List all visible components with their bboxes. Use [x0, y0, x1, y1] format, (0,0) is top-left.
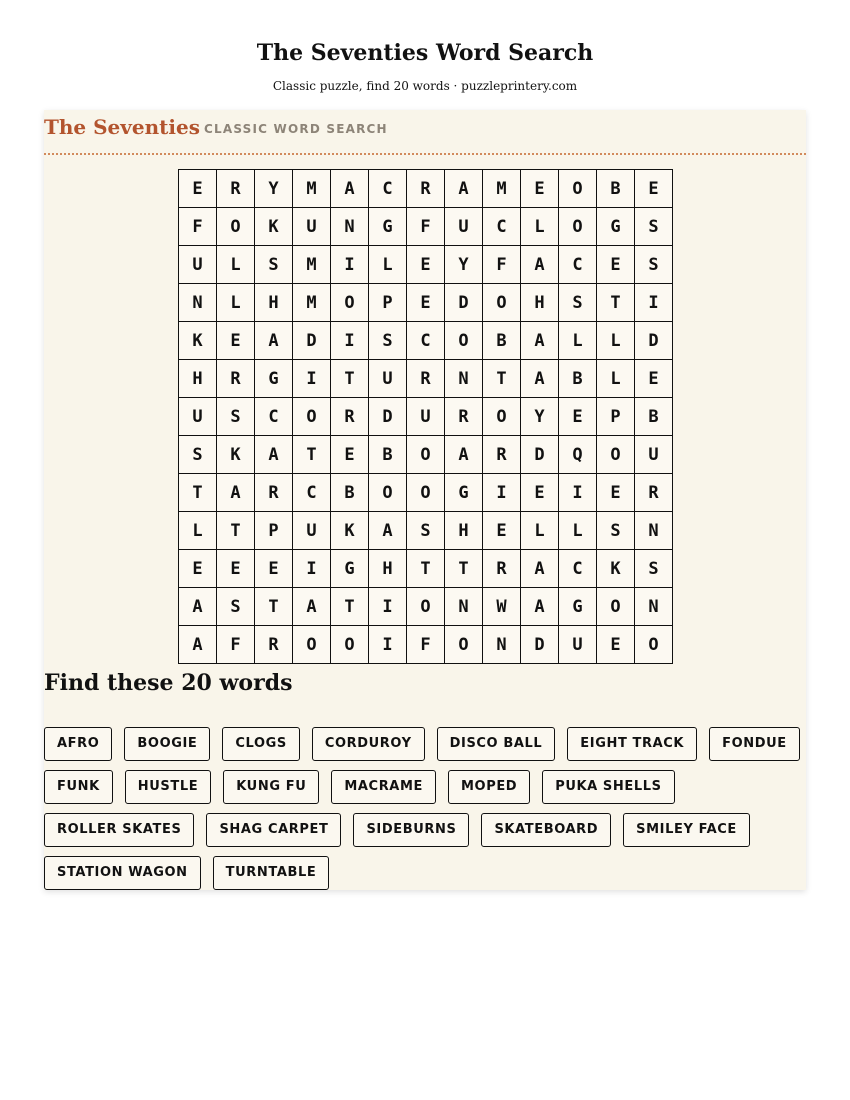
grid-cell[interactable]: O [217, 208, 255, 246]
grid-cell[interactable]: B [597, 170, 635, 208]
grid-cell[interactable]: T [407, 550, 445, 588]
grid-cell[interactable]: S [635, 246, 673, 284]
word-chip[interactable]: SMILEY FACE [623, 813, 750, 847]
grid-cell[interactable]: A [179, 626, 217, 664]
word-chip[interactable]: AFRO [44, 727, 112, 761]
grid-cell[interactable]: F [483, 246, 521, 284]
grid-cell[interactable]: O [445, 322, 483, 360]
grid-cell[interactable]: I [559, 474, 597, 512]
grid-cell[interactable]: B [331, 474, 369, 512]
grid-cell[interactable]: D [445, 284, 483, 322]
grid-cell[interactable]: R [483, 550, 521, 588]
grid-cell[interactable]: A [521, 246, 559, 284]
word-chip[interactable]: ROLLER SKATES [44, 813, 194, 847]
word-chip[interactable]: PUKA SHELLS [542, 770, 674, 804]
grid-cell[interactable]: O [407, 474, 445, 512]
grid-cell[interactable]: D [369, 398, 407, 436]
grid-cell[interactable]: O [483, 284, 521, 322]
grid-cell[interactable]: A [331, 170, 369, 208]
panel-kicker: CLASSIC WORD SEARCH [204, 122, 388, 136]
grid-cell[interactable]: A [293, 588, 331, 626]
grid-cell[interactable]: B [483, 322, 521, 360]
grid-cell[interactable]: Y [255, 170, 293, 208]
grid-row [179, 550, 673, 588]
grid-cell[interactable]: S [217, 398, 255, 436]
grid-cell[interactable]: A [521, 588, 559, 626]
grid-cell[interactable]: D [635, 322, 673, 360]
grid-cell[interactable]: A [445, 170, 483, 208]
grid-cell[interactable]: E [255, 550, 293, 588]
grid-cell[interactable]: R [483, 436, 521, 474]
grid-cell[interactable]: C [483, 208, 521, 246]
grid-cell[interactable]: I [483, 474, 521, 512]
grid-cell[interactable]: B [559, 360, 597, 398]
grid-cell[interactable]: E [483, 512, 521, 550]
grid-cell[interactable]: A [521, 360, 559, 398]
grid-cell[interactable]: E [559, 398, 597, 436]
grid-cell[interactable]: O [331, 626, 369, 664]
grid-cell[interactable]: A [369, 512, 407, 550]
grid-cell[interactable]: E [331, 436, 369, 474]
grid-cell[interactable]: R [407, 360, 445, 398]
page-subtitle: Classic puzzle, find 20 words · puzzleprintery.com [272, 79, 578, 93]
grid-cell[interactable]: I [293, 550, 331, 588]
grid-cell[interactable]: R [255, 474, 293, 512]
grid-cell[interactable]: A [179, 588, 217, 626]
grid-cell[interactable]: U [293, 512, 331, 550]
grid-cell[interactable]: C [255, 398, 293, 436]
grid-cell[interactable]: U [293, 208, 331, 246]
grid-row [179, 512, 673, 550]
grid-cell[interactable]: B [635, 398, 673, 436]
grid-cell[interactable]: O [559, 208, 597, 246]
panel-title: The Seventies [44, 115, 200, 139]
grid-cell[interactable]: H [369, 550, 407, 588]
grid-cell[interactable]: G [445, 474, 483, 512]
grid-cell[interactable]: O [559, 170, 597, 208]
grid-row [179, 208, 673, 246]
word-chip[interactable]: KUNG FU [223, 770, 319, 804]
grid-cell[interactable]: A [255, 322, 293, 360]
grid-cell[interactable]: O [407, 436, 445, 474]
grid-cell[interactable]: L [597, 360, 635, 398]
grid-cell[interactable]: F [407, 208, 445, 246]
grid-cell[interactable]: L [521, 512, 559, 550]
grid-cell[interactable]: F [217, 626, 255, 664]
grid-cell[interactable]: D [293, 322, 331, 360]
grid-cell[interactable]: T [217, 512, 255, 550]
grid-cell[interactable]: T [331, 588, 369, 626]
grid-cell[interactable]: I [369, 626, 407, 664]
word-chip[interactable]: EIGHT TRACK [567, 727, 697, 761]
word-chip[interactable]: SKATEBOARD [481, 813, 611, 847]
grid-cell[interactable]: T [445, 550, 483, 588]
grid-cell[interactable]: O [293, 398, 331, 436]
grid-cell[interactable]: Q [559, 436, 597, 474]
grid-cell[interactable]: E [217, 550, 255, 588]
grid-cell[interactable]: F [179, 208, 217, 246]
grid-cell[interactable]: E [407, 246, 445, 284]
grid-cell[interactable]: E [635, 360, 673, 398]
grid-cell[interactable]: K [331, 512, 369, 550]
grid-cell[interactable]: A [521, 322, 559, 360]
grid-cell[interactable]: S [635, 208, 673, 246]
grid-cell[interactable]: E [217, 322, 255, 360]
grid-cell[interactable]: S [369, 322, 407, 360]
grid-cell[interactable]: L [217, 246, 255, 284]
grid-cell[interactable]: E [521, 474, 559, 512]
grid-cell[interactable]: A [255, 436, 293, 474]
grid-cell[interactable]: L [369, 246, 407, 284]
grid-cell[interactable]: G [255, 360, 293, 398]
word-chip[interactable]: TURNTABLE [213, 856, 330, 890]
grid-cell[interactable]: R [635, 474, 673, 512]
word-chip[interactable]: STATION WAGON [44, 856, 201, 890]
grid-cell[interactable]: I [635, 284, 673, 322]
grid-cell[interactable]: U [407, 398, 445, 436]
grid-cell[interactable]: M [293, 246, 331, 284]
grid-cell[interactable]: O [597, 436, 635, 474]
grid-cell[interactable]: O [407, 588, 445, 626]
grid-cell[interactable]: S [597, 512, 635, 550]
word-chip[interactable]: MOPED [448, 770, 530, 804]
grid-cell[interactable]: D [521, 436, 559, 474]
grid-cell[interactable]: H [255, 284, 293, 322]
grid-cell[interactable]: R [331, 398, 369, 436]
grid-cell[interactable]: I [331, 246, 369, 284]
grid-cell[interactable]: A [217, 474, 255, 512]
grid-cell[interactable]: O [369, 474, 407, 512]
word-chip[interactable]: DISCO BALL [437, 727, 556, 761]
grid-cell[interactable]: L [597, 322, 635, 360]
grid-cell[interactable]: U [559, 626, 597, 664]
word-chip[interactable]: SIDEBURNS [353, 813, 469, 847]
grid-cell[interactable]: G [597, 208, 635, 246]
grid-cell[interactable]: T [179, 474, 217, 512]
word-chip[interactable]: SHAG CARPET [206, 813, 341, 847]
grid-cell[interactable]: N [635, 512, 673, 550]
grid-cell[interactable]: E [179, 170, 217, 208]
letter-grid [178, 169, 673, 664]
grid-cell[interactable]: R [217, 360, 255, 398]
grid-cell[interactable]: U [635, 436, 673, 474]
grid-cell[interactable]: E [635, 170, 673, 208]
grid-cell[interactable]: R [407, 170, 445, 208]
grid-row [179, 588, 673, 626]
grid-cell[interactable]: R [445, 398, 483, 436]
grid-cell[interactable]: N [445, 360, 483, 398]
grid-cell[interactable]: U [369, 360, 407, 398]
grid-cell[interactable]: S [635, 550, 673, 588]
grid-cell[interactable]: P [597, 398, 635, 436]
word-chip[interactable]: FONDUE [709, 727, 800, 761]
grid-cell[interactable]: U [179, 398, 217, 436]
word-chip[interactable]: CORDUROY [312, 727, 425, 761]
grid-cell[interactable]: T [597, 284, 635, 322]
grid-cell[interactable]: E [407, 284, 445, 322]
grid-cell[interactable]: H [521, 284, 559, 322]
grid-cell[interactable]: G [331, 550, 369, 588]
grid-cell[interactable]: I [369, 588, 407, 626]
grid-cell[interactable]: O [445, 626, 483, 664]
grid-row [179, 398, 673, 436]
grid-row [179, 170, 673, 208]
grid-cell[interactable]: N [635, 588, 673, 626]
grid-cell[interactable]: I [293, 360, 331, 398]
grid-cell[interactable]: T [483, 360, 521, 398]
grid-cell[interactable]: B [369, 436, 407, 474]
word-chip[interactable]: FUNK [44, 770, 113, 804]
grid-cell[interactable]: K [217, 436, 255, 474]
grid-cell[interactable]: A [445, 436, 483, 474]
grid-cell[interactable]: A [521, 550, 559, 588]
grid-row [179, 474, 673, 512]
words-heading: Find these 20 words [44, 670, 293, 696]
grid-cell[interactable]: E [179, 550, 217, 588]
grid-cell[interactable]: P [369, 284, 407, 322]
grid-cell[interactable]: M [483, 170, 521, 208]
grid-cell[interactable]: S [255, 246, 293, 284]
word-list [44, 727, 806, 890]
word-chip[interactable]: CLOGS [222, 727, 299, 761]
grid-cell[interactable]: W [483, 588, 521, 626]
grid-cell[interactable]: O [293, 626, 331, 664]
grid-cell[interactable]: T [293, 436, 331, 474]
grid-cell[interactable]: C [369, 170, 407, 208]
grid-cell[interactable]: E [597, 626, 635, 664]
grid-cell[interactable]: H [179, 360, 217, 398]
grid-cell[interactable]: O [483, 398, 521, 436]
grid-row [179, 626, 673, 664]
grid-cell[interactable]: M [293, 284, 331, 322]
grid-cell[interactable]: K [597, 550, 635, 588]
grid-cell[interactable]: G [559, 588, 597, 626]
grid-cell[interactable]: T [331, 360, 369, 398]
puzzle-panel [44, 110, 806, 890]
grid-cell[interactable]: Y [445, 246, 483, 284]
grid-cell[interactable]: O [635, 626, 673, 664]
word-chip[interactable]: MACRAME [331, 770, 436, 804]
grid-cell[interactable]: C [559, 246, 597, 284]
grid-cell[interactable]: S [407, 512, 445, 550]
grid-cell[interactable]: N [483, 626, 521, 664]
grid-cell[interactable]: S [217, 588, 255, 626]
grid-cell[interactable]: O [597, 588, 635, 626]
grid-cell[interactable]: N [179, 284, 217, 322]
grid-cell[interactable]: C [559, 550, 597, 588]
word-chip[interactable]: HUSTLE [125, 770, 211, 804]
page-title: The Seventies Word Search [256, 40, 594, 66]
grid-row [179, 436, 673, 474]
grid-cell[interactable]: K [179, 322, 217, 360]
grid-cell[interactable]: C [293, 474, 331, 512]
grid-cell[interactable]: D [521, 626, 559, 664]
grid-cell[interactable]: O [331, 284, 369, 322]
grid-cell[interactable]: L [521, 208, 559, 246]
grid-row [179, 284, 673, 322]
grid-cell[interactable]: M [293, 170, 331, 208]
grid-cell[interactable]: F [407, 626, 445, 664]
grid-row [179, 360, 673, 398]
grid-cell[interactable]: R [217, 170, 255, 208]
grid-cell[interactable]: U [179, 246, 217, 284]
grid-cell[interactable]: N [445, 588, 483, 626]
grid-cell[interactable]: S [559, 284, 597, 322]
grid-cell[interactable]: C [407, 322, 445, 360]
grid-cell[interactable]: I [331, 322, 369, 360]
grid-cell[interactable]: G [369, 208, 407, 246]
grid-cell[interactable]: R [255, 626, 293, 664]
grid-cell[interactable]: L [559, 512, 597, 550]
grid-cell[interactable]: S [179, 436, 217, 474]
grid-cell[interactable]: U [445, 208, 483, 246]
grid-cell[interactable]: T [255, 588, 293, 626]
grid-cell[interactable]: L [559, 322, 597, 360]
grid-cell[interactable]: E [597, 474, 635, 512]
grid-cell[interactable]: L [179, 512, 217, 550]
grid-cell[interactable]: K [255, 208, 293, 246]
panel-header [44, 110, 806, 155]
grid-row [179, 322, 673, 360]
grid-cell[interactable]: L [217, 284, 255, 322]
word-chip[interactable]: BOOGIE [124, 727, 210, 761]
grid-row [179, 246, 673, 284]
grid-cell[interactable]: E [597, 246, 635, 284]
grid-cell[interactable]: E [521, 170, 559, 208]
grid-cell[interactable]: H [445, 512, 483, 550]
grid-cell[interactable]: N [331, 208, 369, 246]
grid-cell[interactable]: Y [521, 398, 559, 436]
grid-cell[interactable]: P [255, 512, 293, 550]
